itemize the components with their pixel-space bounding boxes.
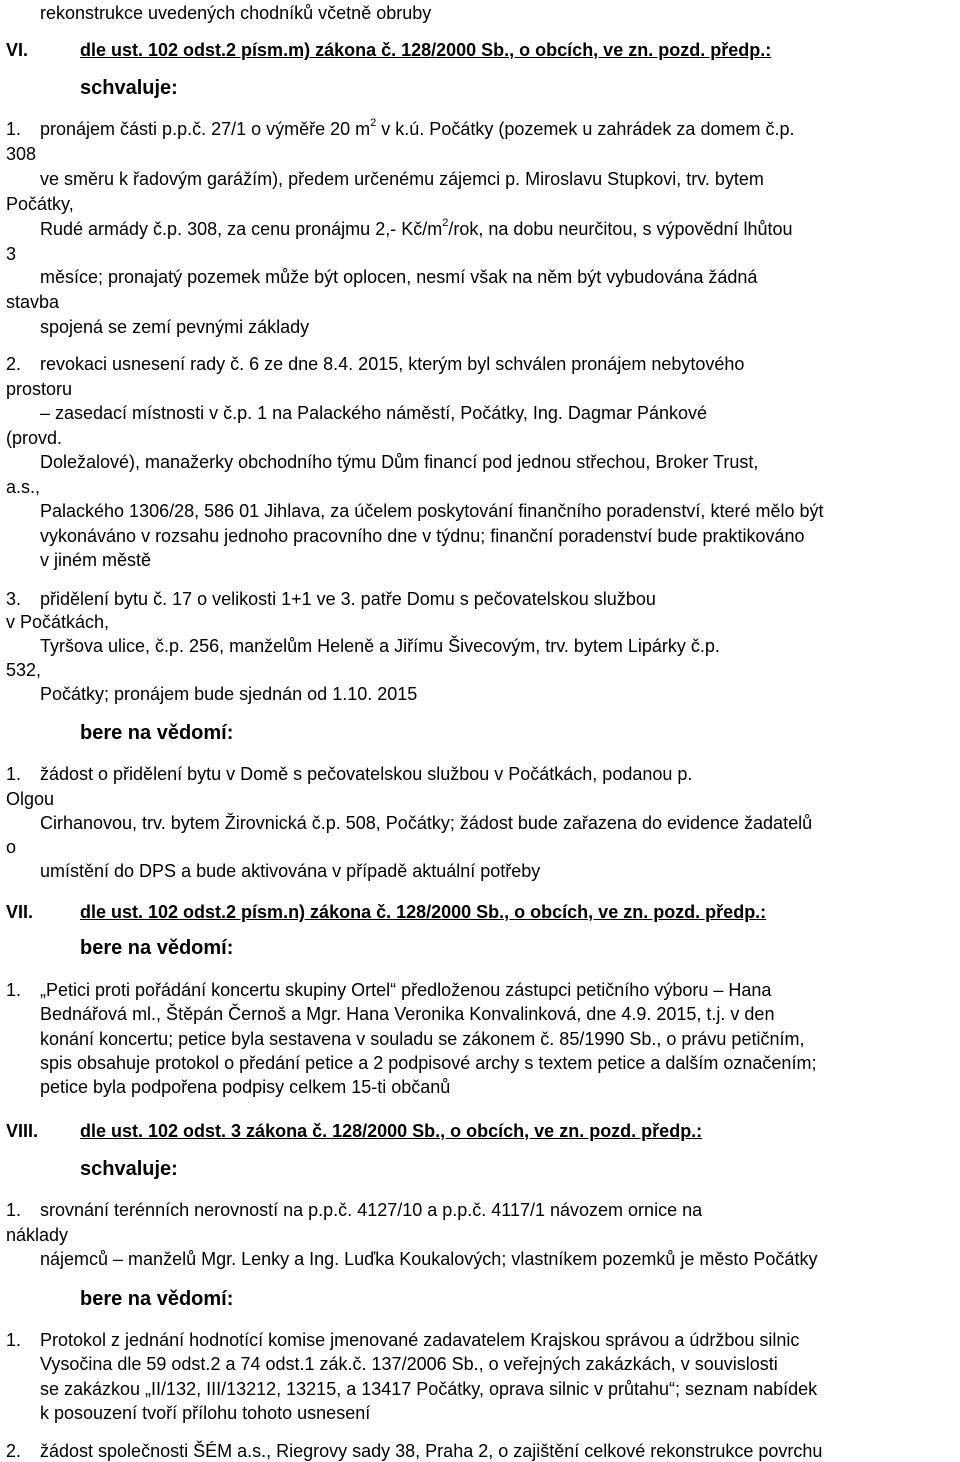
- text-line: 308: [6, 144, 37, 164]
- text-line: se zakázkou „II/132, III/13212, 13215, a 13417 Počátky, oprava silnic v průtahu“; seznam nabídek: [40, 1379, 818, 1399]
- text-line: umístění do DPS a bude aktivována v případě aktuální potřeby: [40, 861, 541, 881]
- text-line: spojená se zemí pevnými základy: [40, 317, 310, 337]
- text-line: Počátky,: [6, 194, 74, 214]
- section-number: VI.: [6, 40, 29, 60]
- section-heading: schvaluje:: [80, 77, 178, 99]
- item-number: 2.: [6, 354, 22, 374]
- text-line: Bednářová ml., Štěpán Černoš a Mgr. Hana Veronika Konvalinková, dne 4.9. 2015, t.j. v den: [40, 1004, 775, 1024]
- section-heading: bere na vědomí:: [80, 937, 234, 959]
- text-line: srovnání terénních nerovností na p.p.č. 4127/10 a p.p.č. 4117/1 návozem ornice na: [40, 1200, 703, 1220]
- text-line: Doležalové), manažerky obchodního týmu Dům financí pod jednou střechou, Broker Trust,: [40, 452, 759, 472]
- text-line: spis obsahuje protokol o předání petice a 2 podpisové archy s textem petice a dalším označením;: [40, 1053, 817, 1073]
- text-line: stavba: [6, 292, 60, 312]
- text-line: Protokol z jednání hodnotící komise jmenované zadavatelem Krajskou správou a údržbou silnic: [40, 1330, 800, 1350]
- section-heading: schvaluje:: [80, 1158, 178, 1180]
- text-line: vykonáváno v rozsahu jednoho pracovního dne v týdnu; finanční poradenství bude praktikováno: [40, 526, 805, 546]
- item-number: 1.: [6, 980, 22, 1000]
- text-line: o: [6, 837, 17, 857]
- text-line: prostoru: [6, 379, 73, 399]
- text-line: náklady: [6, 1225, 69, 1245]
- item-number: 1.: [6, 119, 22, 139]
- text-line: Olgou: [6, 789, 55, 809]
- text-line: žádost společnosti ŠÉM a.s., Riegrovy sady 38, Praha 2, o zajištění celkové rekonstrukce povrchu: [40, 1441, 823, 1461]
- text-line: a.s.,: [6, 477, 41, 497]
- text-line: Počátky; pronájem bude sjednán od 1.10. 2015: [40, 684, 418, 704]
- item-number: 1.: [6, 1330, 22, 1350]
- text-line: Rudé armády č.p. 308, za cenu pronájmu 2,- $Kč/m^2$/rok, na dobu neurčitou, s výpovědní lhůtou: [40, 217, 793, 239]
- text-line: petice byla podpořena podpisy celkem 15-ti občanů: [40, 1077, 451, 1097]
- text-line: nájemců – manželů Mgr. Lenky a Ing. Luďka Koukalových; vlastníkem pozemků je město Počátky: [40, 1249, 818, 1269]
- text-line: v Počátkách,: [6, 612, 110, 632]
- section-law-reference: dle ust. 102 odst.2 písm.n) zákona č. 128/2000 Sb., o obcích, ve zn. pozd. předp.:: [80, 902, 767, 922]
- text-line: přidělení bytu č. 17 o velikosti 1+1 ve 3. patře Domu s pečovatelskou službou: [40, 589, 656, 609]
- section-number: VIII.: [6, 1121, 39, 1141]
- text-line: revokaci usnesení rady č. 6 ze dne 8.4. 2015, kterým byl schválen pronájem nebytového: [40, 354, 745, 374]
- text-line: pronájem části p.p.č. 27/1 o výměře 20 $m^2$ v k.ú. Počátky (pozemek u zahrádek za domem č.p.: [40, 117, 795, 139]
- text-line: 3: [6, 244, 17, 264]
- section-number: VII.: [6, 902, 34, 922]
- text-line: – zasedací místnosti v č.p. 1 na Palackého náměstí, Počátky, Ing. Dagmar Pánkové: [40, 403, 708, 423]
- text-line: Palackého 1306/28, 586 01 Jihlava, za účelem poskytování finančního poradenství, které mělo být: [40, 501, 824, 521]
- text-line: (provd.: [6, 428, 63, 448]
- item-number: 1.: [6, 764, 22, 784]
- item-number: 2.: [6, 1441, 22, 1461]
- text-line: konání koncertu; petice byla sestavena v souladu se zákonem č. 85/1990 Sb., o právu petičním,: [40, 1029, 805, 1049]
- text-line: „Petici proti pořádání koncertu skupiny Ortel“ předloženou zástupci petičního výboru – Hana: [40, 980, 772, 1000]
- text-line: v jiném městě: [40, 550, 152, 570]
- text-line: k posouzení tvoří přílohu tohoto usnesení: [40, 1403, 371, 1423]
- item-number: 3.: [6, 589, 22, 609]
- text-line: žádost o přidělení bytu v Domě s pečovatelskou službou v Počátkách, podanou p.: [40, 764, 693, 784]
- text-line: ve směru k řadovým garážím), předem určenému zájemci p. Miroslavu Stupkovi, trv. bytem: [40, 169, 764, 189]
- section-heading: bere na vědomí:: [80, 1288, 234, 1310]
- text-line: Tyršova ulice, č.p. 256, manželům Heleně a Jiřímu Šivecovým, trv. bytem Lipárky č.p.: [40, 636, 720, 656]
- section-heading: bere na vědomí:: [80, 722, 234, 744]
- text-line: Vysočina dle 59 odst.2 a 74 odst.1 zák.č. 137/2006 Sb., o veřejných zakázkách, v souvislosti: [40, 1354, 778, 1374]
- text-line: Cirhanovou, trv. bytem Žirovnická č.p. 508, Počátky; žádost bude zařazena do evidence žadatelů: [40, 813, 813, 833]
- item-number: 1.: [6, 1200, 22, 1220]
- text-line: měsíce; pronajatý pozemek může být oplocen, nesmí však na něm být vybudována žádná: [40, 267, 758, 287]
- text-line: rekonstrukce uvedených chodníků včetně obruby: [40, 3, 432, 23]
- text-line: 532,: [6, 660, 42, 680]
- section-law-reference: dle ust. 102 odst. 3 zákona č. 128/2000 Sb., o obcích, ve zn. pozd. předp.:: [80, 1121, 703, 1141]
- section-law-reference: dle ust. 102 odst.2 písm.m) zákona č. 128/2000 Sb., o obcích, ve zn. pozd. předp.:: [80, 40, 772, 60]
